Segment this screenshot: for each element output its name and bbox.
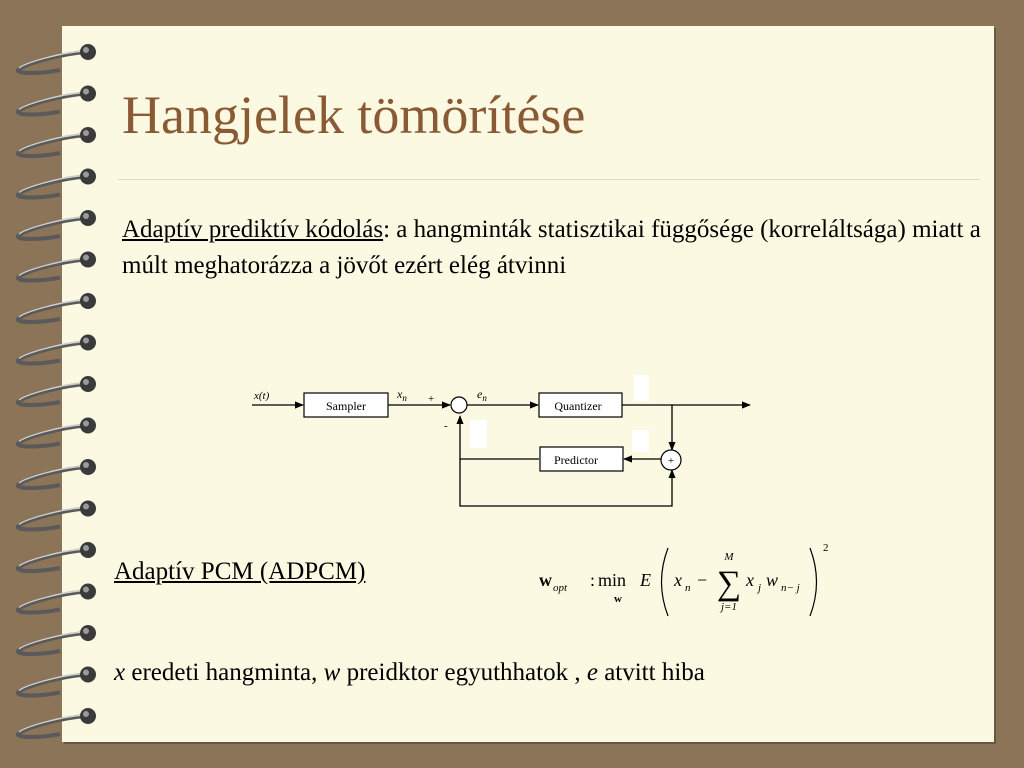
spiral-ring: [18, 293, 96, 322]
spiral-ring: [18, 501, 96, 530]
spiral-ring: [18, 169, 96, 198]
spiral-ring: [18, 252, 96, 281]
caption-w: w: [323, 659, 341, 686]
formula-min: min: [598, 570, 627, 590]
spiral-ring: [18, 210, 96, 239]
sum-upper: M: [724, 551, 734, 563]
caption-e: e: [586, 659, 598, 686]
formula-xj: x: [746, 570, 754, 590]
input-label: x(t): [254, 390, 270, 402]
spiral-ring: [18, 584, 96, 613]
sampler-label: Sampler: [326, 399, 366, 413]
adder-label: +: [667, 455, 675, 467]
caption-e-text: atvitt hiba: [597, 659, 705, 686]
left-paren: [662, 548, 669, 616]
formula-opt: opt: [553, 582, 568, 594]
intro-term: Adaptív prediktív kódolás: [122, 216, 384, 243]
minus-sign: -: [444, 420, 448, 432]
formula-colon: :: [590, 570, 596, 590]
caption-w-text: preidktor egyuthhatok ,: [340, 659, 587, 686]
formula-E: E: [640, 570, 651, 590]
formula-wn: w: [766, 570, 779, 590]
predictor-label: Predictor: [554, 453, 598, 467]
spiral-ring: [18, 459, 96, 488]
sum-symbol: ∑: [716, 565, 742, 602]
sum-lower: j=1: [721, 601, 737, 613]
spiral-ring: [18, 376, 96, 405]
spiral-ring: [18, 44, 96, 73]
quantizer-label: Quantizer: [554, 399, 602, 413]
spiral-ring: [18, 625, 96, 654]
spiral-ring: [18, 667, 96, 696]
xn-label: $x_n$: [397, 387, 407, 403]
formula-minus: −: [697, 570, 708, 590]
caption-x-text: eredeti hangminta,: [125, 659, 324, 686]
formula-nj: n− j: [781, 582, 800, 594]
right-paren: [810, 548, 817, 616]
formula-x: x: [674, 570, 682, 590]
formula-w: w: [539, 570, 552, 590]
spiral-ring: [18, 335, 96, 364]
spiral-ring: [18, 708, 96, 737]
plus-sign: +: [428, 393, 435, 405]
spiral-ring: [18, 542, 96, 571]
intro-text: : a hangminták statisztikai függősége (korreláltsága) miatt a múlt meghatorázza a jövőt ezért elég átvinni: [122, 216, 981, 279]
adpcm-label: Adaptív PCM (ADPCM): [114, 558, 366, 585]
slide-title: Hangjelek tömörítése: [122, 85, 586, 145]
spiral-ring: [18, 127, 96, 156]
spiral-ring: [18, 418, 96, 447]
formula-n: n: [685, 582, 691, 594]
spiral-ring: [18, 86, 96, 115]
caption-x: x: [114, 659, 126, 686]
formula-min-sub: w: [614, 593, 622, 605]
formula-j: j: [758, 582, 762, 594]
caption: [114, 659, 705, 687]
en-label: $e_n$: [477, 387, 487, 403]
formula-power: 2: [823, 542, 829, 554]
